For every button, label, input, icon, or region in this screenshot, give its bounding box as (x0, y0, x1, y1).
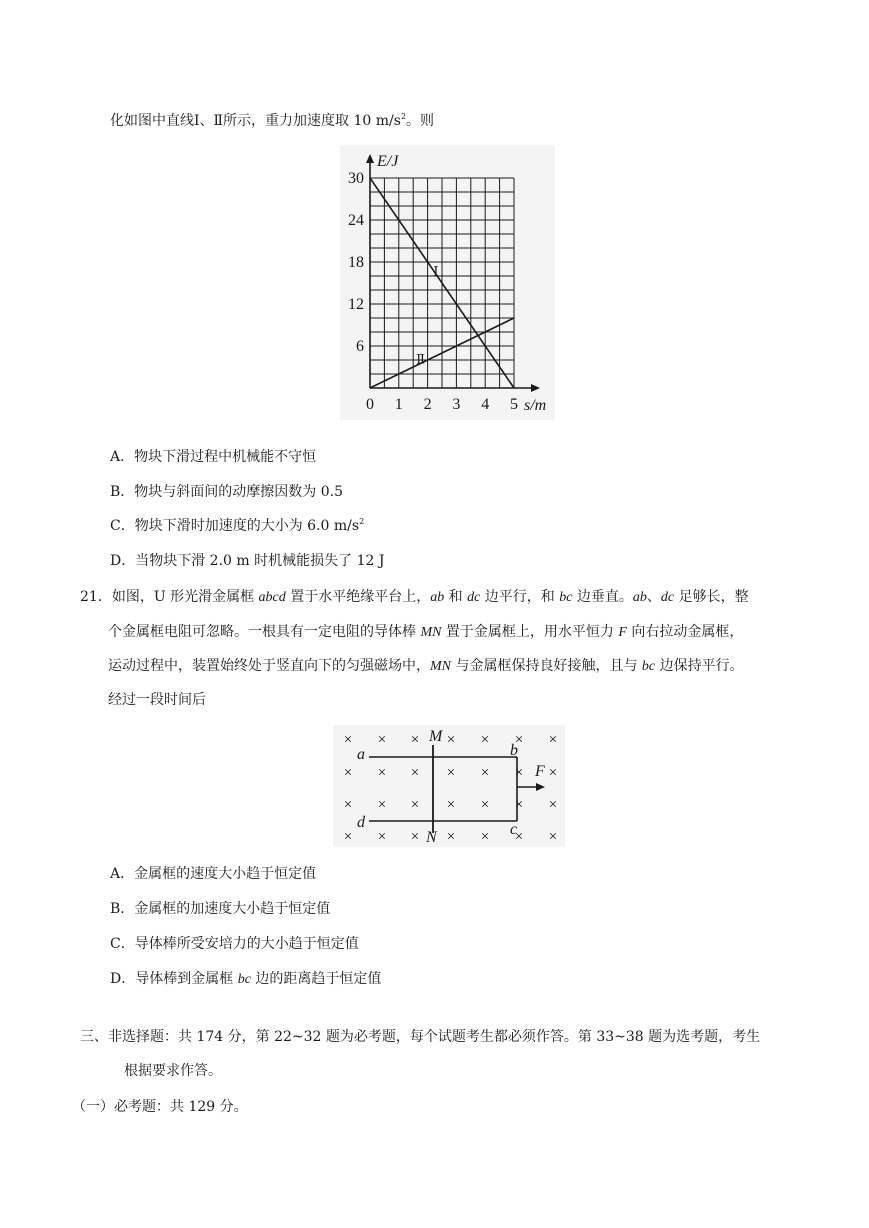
q21-option-b: B．金属框的加速度大小趋于恒定值 (110, 901, 331, 917)
field-cross-mark: × (446, 732, 456, 748)
field-cross-mark: × (446, 829, 456, 845)
field-cross-mark: × (514, 732, 524, 748)
q20-option-a: A．物块下滑过程中机械能不守恒 (110, 449, 317, 465)
field-cross-mark: × (480, 732, 490, 748)
q21-text: 边垂直。 (572, 589, 633, 605)
q21-option-d-tail: 边的距离趋于恒定值 (250, 971, 382, 987)
q21-line-1 (80, 587, 749, 608)
y-tick-label: 24 (348, 212, 364, 229)
q21-text: 个金属框电阻可忽略。一根具有一定电阻的导体棒 (108, 624, 421, 640)
y-tick-label: 6 (356, 338, 364, 355)
magnetic-field-figure (333, 725, 565, 847)
section-3-heading: 三、非选择题：共 174 分，第 22~32 题为必考题，每个试题考生都必须作答。第 33~38 题为选考题，考生 (80, 1029, 761, 1045)
field-cross-mark: × (410, 797, 420, 813)
q21-var: bc (559, 590, 573, 605)
intro-text: 化如图中直线Ⅰ、Ⅱ所示，重力加速度取 10 m/s (110, 113, 401, 129)
q21-text: 边平行，和 (480, 589, 560, 605)
x-tick-label: 1 (394, 396, 403, 413)
field-cross-mark: × (548, 829, 558, 845)
label-m: M (429, 728, 443, 745)
q21-var: bc (641, 659, 656, 674)
q21-var: abcd (258, 590, 286, 605)
q21-var: ab (632, 590, 647, 605)
field-cross-mark: × (514, 797, 524, 813)
q21-option-d (110, 969, 381, 990)
q20-option-c-sup: 2 (359, 517, 365, 526)
q21-line-2 (108, 622, 743, 643)
label-n: N (426, 829, 437, 846)
field-cross-mark: × (514, 829, 524, 845)
q21-text: 置于金属框上，用水平恒力 (441, 624, 619, 640)
q21-text: 、 (646, 589, 661, 605)
q20-option-c (110, 516, 364, 536)
label-c: c (510, 821, 518, 838)
series-label-1: Ⅰ (433, 263, 439, 279)
q21-option-c: C．导体棒所受安培力的大小趋于恒定值 (110, 936, 359, 952)
q21-var: MN (420, 625, 442, 640)
y-tick-label: 18 (348, 254, 364, 271)
field-cross-mark: × (343, 829, 353, 845)
x-tick-label: 5 (510, 396, 518, 413)
field-cross-mark: × (410, 829, 420, 845)
q20-option-d: D．当物块下滑 2.0 m 时机械能损失了 12 J (110, 553, 385, 569)
q21-text: 边保持平行。 (655, 658, 744, 674)
q21-var: MN (430, 659, 451, 674)
q21-var: dc (660, 590, 675, 605)
field-cross-mark: × (480, 829, 490, 845)
label-b: b (510, 742, 518, 759)
q21-line-4: 经过一段时间后 (108, 692, 206, 708)
field-cross-mark: × (446, 765, 456, 781)
q20-option-c-text: C．物块下滑时加速度的大小为 6.0 m/s (110, 518, 360, 534)
field-cross-mark: × (480, 765, 490, 781)
y-tick-label: 30 (348, 170, 364, 187)
field-cross-mark: × (377, 797, 387, 813)
x-axis-label: s/m (524, 397, 547, 414)
field-cross-mark: × (548, 732, 558, 748)
q21-text: 和 (444, 589, 468, 605)
label-d: d (357, 814, 365, 831)
field-cross-mark: × (514, 765, 524, 781)
field-cross-mark: × (343, 797, 353, 813)
q21-option-d-var: bc (237, 972, 251, 987)
label-a: a (357, 746, 365, 763)
q21-option-d-text: D．导体棒到金属框 (110, 971, 238, 987)
q21-text: 运动过程中，装置始终处于竖直向下的匀强磁场中， (108, 658, 430, 674)
field-cross-mark: × (410, 732, 420, 748)
q20-option-b: B．物块与斜面间的动摩擦因数为 0.5 (110, 484, 344, 500)
series-label-2: Ⅱ (416, 351, 425, 367)
y-axis-label: E/J (377, 153, 399, 170)
section-3-heading-cont: 根据要求作答。 (124, 1063, 222, 1079)
q21-text: 置于水平绝缘平台上， (285, 589, 431, 605)
q21-text: 足够长，整 (674, 589, 749, 605)
intro-sup: 2 (400, 112, 407, 121)
q21-var: dc (467, 590, 481, 605)
q21-text: 向右拉动金属框， (626, 624, 744, 640)
field-cross-mark: × (343, 732, 353, 748)
x-tick-label: 4 (481, 396, 490, 413)
q21-text: 如图，U 形光滑金属框 (111, 589, 259, 605)
section-required-heading: （一）必考题：共 129 分。 (72, 1099, 248, 1115)
label-f: F (535, 763, 545, 780)
field-cross-mark: × (377, 732, 387, 748)
field-cross-mark: × (410, 765, 420, 781)
energy-graph (340, 145, 555, 420)
intro-tail: 。则 (406, 113, 435, 129)
field-cross-mark: × (548, 765, 558, 781)
q21-option-a: A．金属框的速度大小趋于恒定值 (110, 866, 317, 882)
x-tick-label: 2 (423, 396, 432, 413)
field-cross-mark: × (343, 765, 353, 781)
x-tick-label: 3 (452, 396, 461, 413)
field-cross-mark: × (377, 765, 387, 781)
y-tick-label: 12 (348, 296, 364, 313)
q21-line-3 (108, 656, 744, 677)
q21-var: F (618, 625, 627, 640)
field-cross-mark: × (480, 797, 490, 813)
graph-background (340, 145, 555, 420)
field-cross-mark: × (548, 797, 558, 813)
q21-text: 与金属框保持良好接触，且与 (451, 658, 642, 674)
q21-var: ab (430, 590, 445, 605)
field-cross-mark: × (446, 797, 456, 813)
x-tick-label: 0 (366, 396, 374, 413)
field-cross-mark: × (377, 829, 387, 845)
q21-number: 21． (80, 589, 112, 605)
intro-line (110, 111, 434, 131)
